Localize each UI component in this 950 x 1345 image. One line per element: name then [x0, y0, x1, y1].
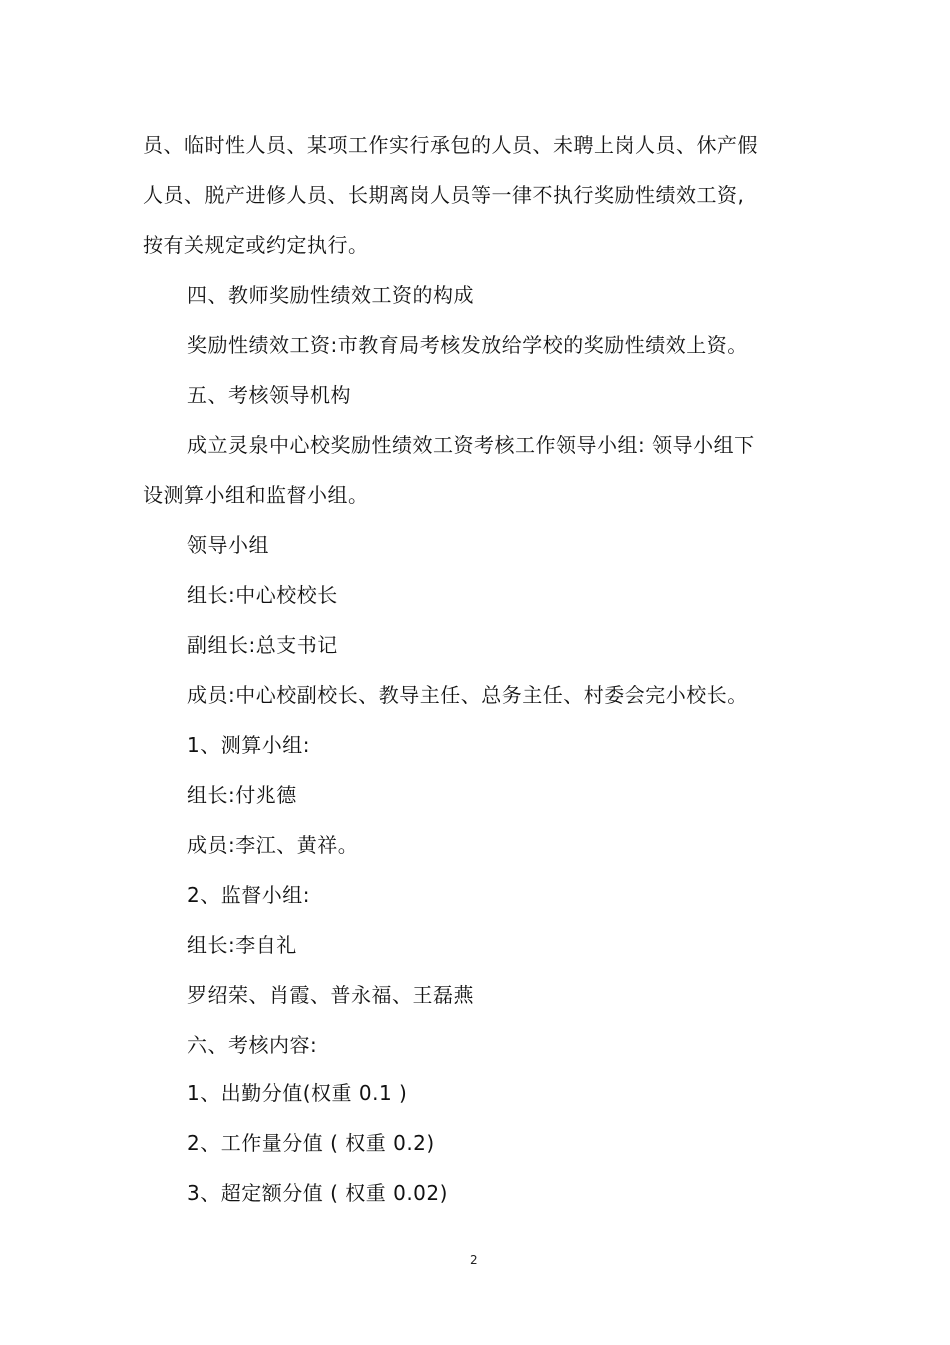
- assessment-item: 2、工作量分值 ( 权重 0.2): [187, 1131, 435, 1155]
- composition-text: 奖励性绩效工资:市教育局考核发放给学校的奖励性绩效上资。: [187, 333, 748, 357]
- calc-group-members: 成员:李江、黄祥。: [187, 833, 359, 857]
- paragraph-line: 人员、脱产进修人员、长期离岗人员等一律不执行奖励性绩效工资,: [143, 183, 745, 207]
- section-heading-4: 四、教师奖励性绩效工资的构成: [187, 283, 474, 307]
- supervision-group-members: 罗绍荣、肖霞、普永福、王磊燕: [187, 983, 474, 1007]
- section-heading-5: 五、考核领导机构: [187, 383, 351, 407]
- supervision-group-title: 2、监督小组:: [187, 883, 310, 907]
- paragraph-line: 按有关规定或约定执行。: [143, 233, 369, 257]
- paragraph-line: 员、临时性人员、某项工作实行承包的人员、未聘上岗人员、休产假: [143, 133, 758, 157]
- establish-line: 成立灵泉中心校奖励性绩效工资考核工作领导小组: 领导小组下: [187, 433, 755, 457]
- leadership-group-title: 领导小组: [187, 533, 269, 557]
- calc-group-title: 1、测算小组:: [187, 733, 310, 757]
- assessment-item: 1、出勤分值(权重 0.1 ): [187, 1081, 408, 1105]
- calc-group-leader: 组长:付兆德: [187, 783, 297, 807]
- supervision-group-leader: 组长:李自礼: [187, 933, 297, 957]
- section-heading-6: 六、考核内容:: [187, 1033, 318, 1057]
- leadership-group-members: 成员:中心校副校长、教导主任、总务主任、村委会完小校长。: [187, 683, 748, 707]
- assessment-item: 3、超定额分值 ( 权重 0.02): [187, 1181, 448, 1205]
- leadership-group-deputy: 副组长:总支书记: [187, 633, 338, 657]
- leadership-group-leader: 组长:中心校校长: [187, 583, 338, 607]
- establish-line: 设测算小组和监督小组。: [143, 483, 369, 507]
- page-number: 2: [470, 1253, 478, 1267]
